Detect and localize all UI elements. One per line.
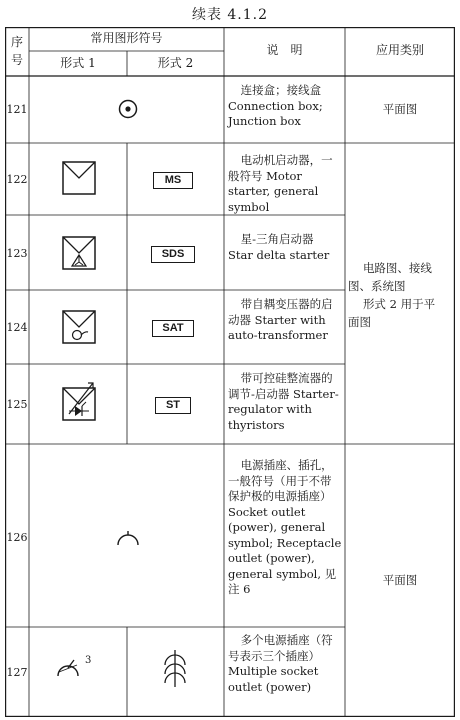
- thyristor-starter-icon: [60, 381, 100, 423]
- socket-count-superscript: 3: [85, 655, 92, 666]
- row-description: 连接盒；接线盒 Connection box; Junction box: [228, 83, 323, 128]
- header-description: 说 明: [266, 43, 303, 57]
- category-line: 形式 2 用于平: [362, 297, 436, 311]
- auto-transformer-starter-icon: [62, 310, 96, 344]
- row-number: 127: [6, 666, 28, 679]
- star-delta-label-box: SDS: [151, 246, 195, 263]
- category-line: 电路图、接线: [362, 261, 432, 275]
- star-delta-starter-icon: [62, 236, 96, 270]
- row-number: 123: [6, 247, 28, 260]
- motor-starter-label-box: MS: [153, 172, 193, 189]
- row-number: 125: [6, 398, 28, 411]
- row-description: 多个电源插座（符号表示三个插座）Multiple socket outlet (power): [228, 633, 333, 694]
- row-description: 带可控硅整流器的调节-启动器 Starter-regulator with thyristors: [228, 371, 339, 432]
- socket-outlet-icon: [115, 530, 141, 548]
- row-description: 星-三角启动器 Star delta starter: [228, 232, 330, 262]
- header-form1: 形式 1: [60, 56, 96, 70]
- table-caption: 续表 4.1.2: [191, 7, 269, 23]
- row-number: 124: [6, 321, 28, 334]
- category-plan-view-2: 平面图: [382, 573, 418, 587]
- header-symbol-group: 常用图形符号: [90, 31, 163, 45]
- category-group: [348, 259, 453, 331]
- header-seq-line2: 号: [10, 53, 23, 67]
- row-description: 电动机启动器，一般符号 Motor starter, general symbol: [228, 153, 333, 214]
- header-category: 应用类别: [375, 43, 424, 57]
- connection-box-icon: [117, 98, 139, 120]
- category-line: 图、系统图: [348, 279, 406, 293]
- row-number: 126: [6, 531, 28, 544]
- multiple-socket-outlet-icon: [55, 659, 81, 679]
- row-number: 121: [6, 103, 28, 116]
- category-line: 面图: [348, 315, 371, 329]
- row-description: 电源插座、插孔，一般符号（用于不带保护极的电源插座）Socket outlet (power), general symbol; Receptacle outlet (power), general symbol, 见注 6: [228, 458, 342, 596]
- category-plan-view: 平面图: [382, 102, 418, 116]
- header-seq-line1: 序: [10, 35, 23, 49]
- motor-starter-icon: [62, 161, 96, 195]
- header-form2: 形式 2: [157, 56, 194, 70]
- auto-transformer-label-box: SAT: [152, 320, 194, 337]
- symbol-table: [5, 27, 455, 717]
- row-description: 带自耦变压器的启动器 Starter with auto-transformer: [228, 297, 333, 342]
- row-number: 122: [6, 173, 28, 186]
- thyristor-label-box: ST: [155, 397, 191, 414]
- header-seq: [5, 33, 29, 69]
- multiple-socket-outlet-icon: [161, 649, 189, 689]
